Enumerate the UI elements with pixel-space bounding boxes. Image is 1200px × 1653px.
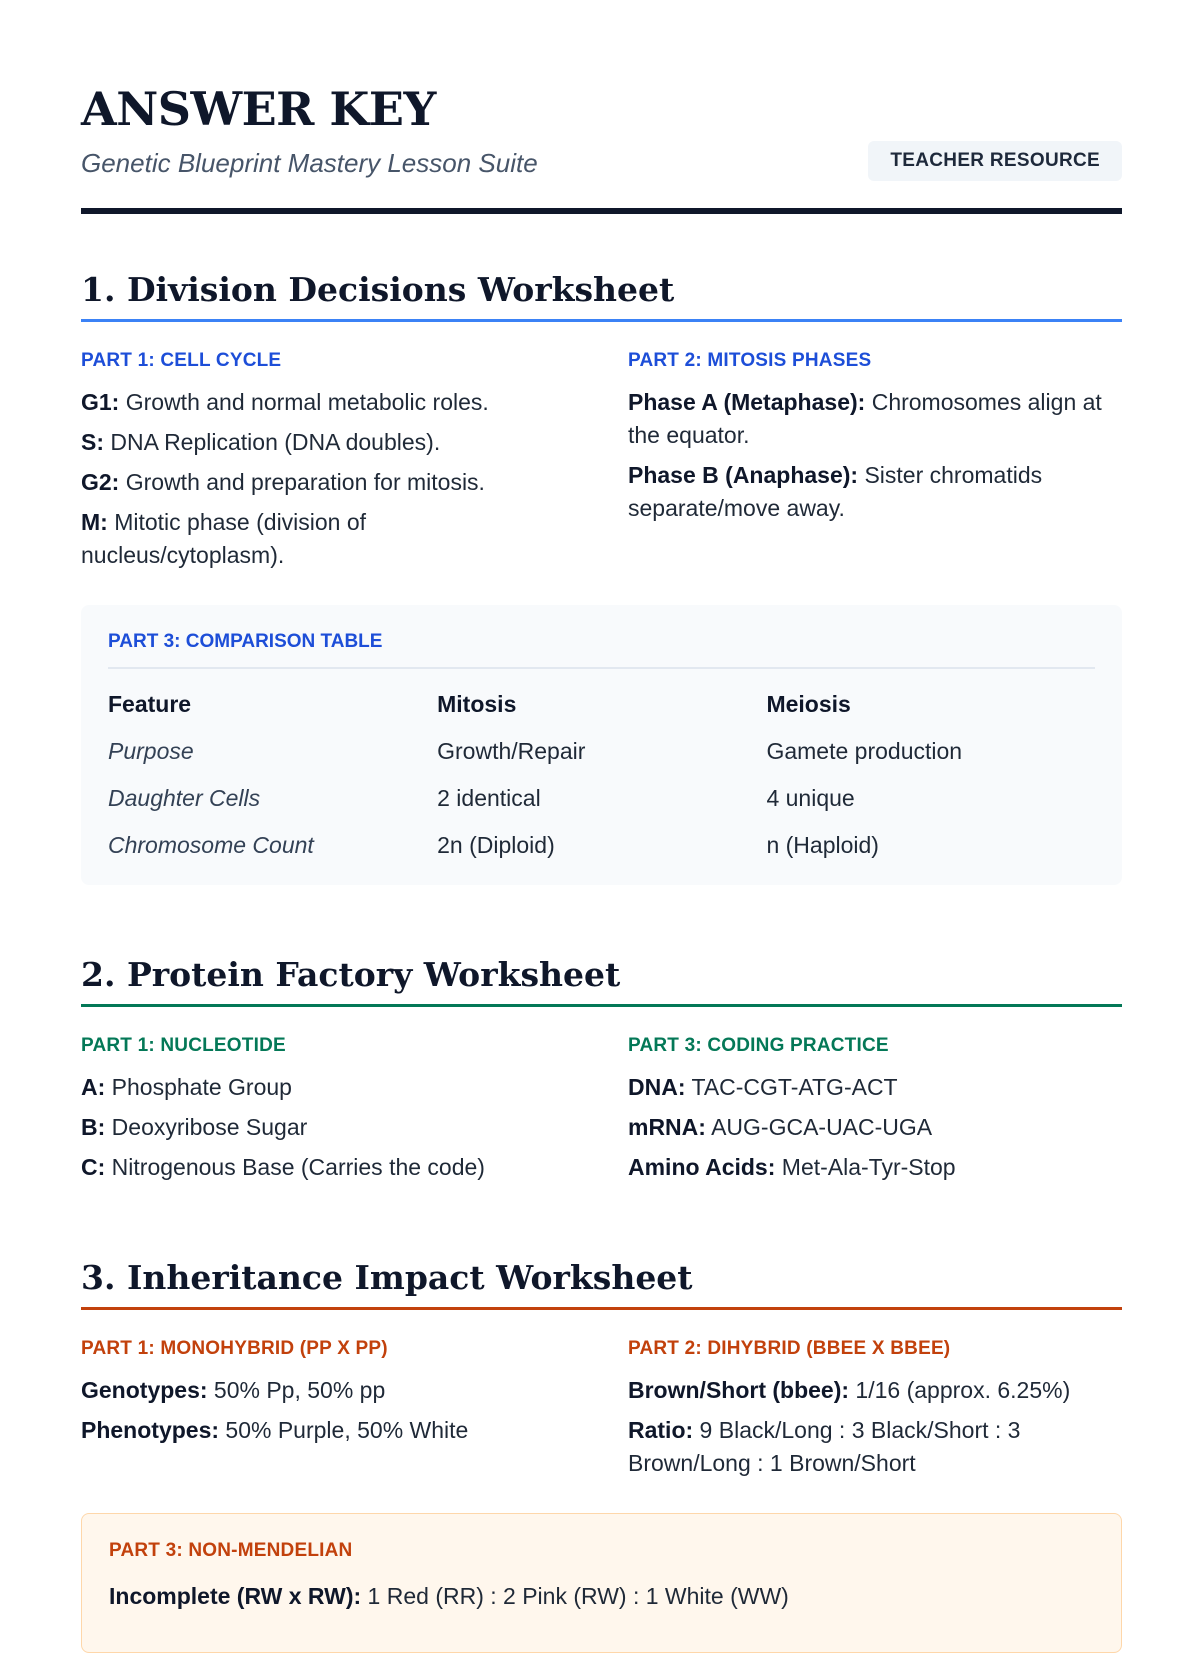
item-label: Incomplete (RW x RW): xyxy=(109,1583,362,1609)
comparison-table-panel xyxy=(81,605,1122,885)
item-label: Brown/Short (bbee): xyxy=(628,1377,850,1403)
list-item xyxy=(628,1151,1122,1184)
page-title: ANSWER KEY xyxy=(81,82,436,136)
list-item xyxy=(628,1414,1122,1480)
list-item xyxy=(628,459,1122,525)
column-header: Meiosis xyxy=(766,691,851,717)
item-text: 50% Pp, 50% pp xyxy=(207,1377,386,1403)
comparison-table xyxy=(108,681,1095,869)
table-row xyxy=(108,775,1095,822)
section-2-title: 2. Protein Factory Worksheet xyxy=(81,955,1122,1007)
table-row xyxy=(108,728,1095,775)
list-item xyxy=(81,1374,581,1407)
list-item xyxy=(81,386,581,419)
item-label: Phenotypes: xyxy=(81,1417,220,1443)
list-item xyxy=(81,1151,581,1184)
item-text: Mitotic phase (division of nucleus/cytoplasm). xyxy=(81,509,367,568)
s1-part2-mitosis-phases xyxy=(628,350,1122,532)
item-text: Growth and normal metabolic roles. xyxy=(119,389,489,415)
item-text: Nitrogenous Base (Carries the code) xyxy=(105,1154,485,1180)
item-text: 50% Purple, 50% White xyxy=(219,1417,469,1443)
part-heading: PART 1: NUCLEOTIDE xyxy=(81,1035,286,1056)
table-cell: Gamete production xyxy=(766,738,963,764)
item-label: Amino Acids: xyxy=(628,1154,776,1180)
s3-part2-dihybrid xyxy=(628,1338,1122,1487)
table-cell: 2 identical xyxy=(437,785,541,811)
table-cell: n (Haploid) xyxy=(766,832,879,858)
item-label: Ratio: xyxy=(628,1417,694,1443)
item-label: A: xyxy=(81,1074,106,1100)
item-text: Phosphate Group xyxy=(105,1074,292,1100)
item-label: DNA: xyxy=(628,1074,686,1100)
item-text: Met-Ala-Tyr-Stop xyxy=(775,1154,956,1180)
list-item xyxy=(81,1414,581,1447)
item-text: 9 Black/Long : 3 Black/Short : 3 Brown/Long : 1 Brown/Short xyxy=(628,1417,1021,1476)
list-item xyxy=(81,426,581,459)
part-heading: PART 1: CELL CYCLE xyxy=(81,350,282,371)
list-item xyxy=(81,466,581,499)
table-cell: 4 unique xyxy=(766,785,855,811)
page-header xyxy=(81,82,1122,214)
s2-part3-coding-practice xyxy=(628,1035,1122,1191)
item-text: DNA Replication (DNA doubles). xyxy=(104,429,441,455)
item-label: Phase B (Anaphase): xyxy=(628,462,859,488)
item-text: Chromosomes align at the equator. xyxy=(628,389,1102,448)
table-row xyxy=(108,822,1095,869)
list-item xyxy=(628,1111,1122,1144)
item-label: Phase A (Metaphase): xyxy=(628,389,866,415)
teacher-resource-badge: TEACHER RESOURCE xyxy=(868,141,1122,181)
table-cell: Purpose xyxy=(108,738,194,764)
list-item xyxy=(628,1374,1122,1407)
page-subtitle: Genetic Blueprint Mastery Lesson Suite xyxy=(81,148,538,178)
item-label: C: xyxy=(81,1154,106,1180)
item-label: mRNA: xyxy=(628,1114,706,1140)
item-text: Deoxyribose Sugar xyxy=(105,1114,308,1140)
s1-part1-cell-cycle xyxy=(81,350,581,579)
list-item xyxy=(628,1071,1122,1104)
part-heading: PART 1: MONOHYBRID (PP X PP) xyxy=(81,1338,388,1359)
part-heading: PART 2: DIHYBRID (BBEE X BBEE) xyxy=(628,1338,951,1359)
s3-part1-monohybrid xyxy=(81,1338,581,1454)
part-heading: PART 3: NON-MENDELIAN xyxy=(109,1540,353,1561)
item-label: B: xyxy=(81,1114,106,1140)
item-text: 1/16 (approx. 6.25%) xyxy=(849,1377,1071,1403)
list-item xyxy=(628,386,1122,452)
list-item xyxy=(81,1071,581,1104)
non-mendelian-panel xyxy=(81,1513,1122,1653)
item-label: S: xyxy=(81,429,104,455)
section-3-title: 3. Inheritance Impact Worksheet xyxy=(81,1258,1122,1310)
item-label: G1: xyxy=(81,389,120,415)
table-cell: Chromosome Count xyxy=(108,832,314,858)
table-cell: 2n (Diploid) xyxy=(437,832,555,858)
item-label: Genotypes: xyxy=(81,1377,208,1403)
item-label: G2: xyxy=(81,469,120,495)
part-heading: PART 2: MITOSIS PHASES xyxy=(628,350,872,371)
column-header: Mitosis xyxy=(437,691,517,717)
section-1-title: 1. Division Decisions Worksheet xyxy=(81,270,1122,322)
item-text: AUG-GCA-UAC-UGA xyxy=(705,1114,933,1140)
item-text: 1 Red (RR) : 2 Pink (RW) : 1 White (WW) xyxy=(361,1583,789,1609)
list-item xyxy=(109,1580,789,1613)
table-cell: Growth/Repair xyxy=(437,738,586,764)
item-text: Sister chromatids separate/move away. xyxy=(628,462,1043,521)
column-header: Feature xyxy=(108,691,192,717)
table-cell: Daughter Cells xyxy=(108,785,261,811)
item-text: Growth and preparation for mitosis. xyxy=(119,469,485,495)
item-text: TAC-CGT-ATG-ACT xyxy=(685,1074,898,1100)
part-heading: PART 3: COMPARISON TABLE xyxy=(108,631,1095,669)
list-item xyxy=(81,1111,581,1144)
s2-part1-nucleotide xyxy=(81,1035,581,1191)
part-heading: PART 3: CODING PRACTICE xyxy=(628,1035,889,1056)
item-label: M: xyxy=(81,509,108,535)
list-item xyxy=(81,506,421,572)
table-header-row xyxy=(108,681,1095,728)
